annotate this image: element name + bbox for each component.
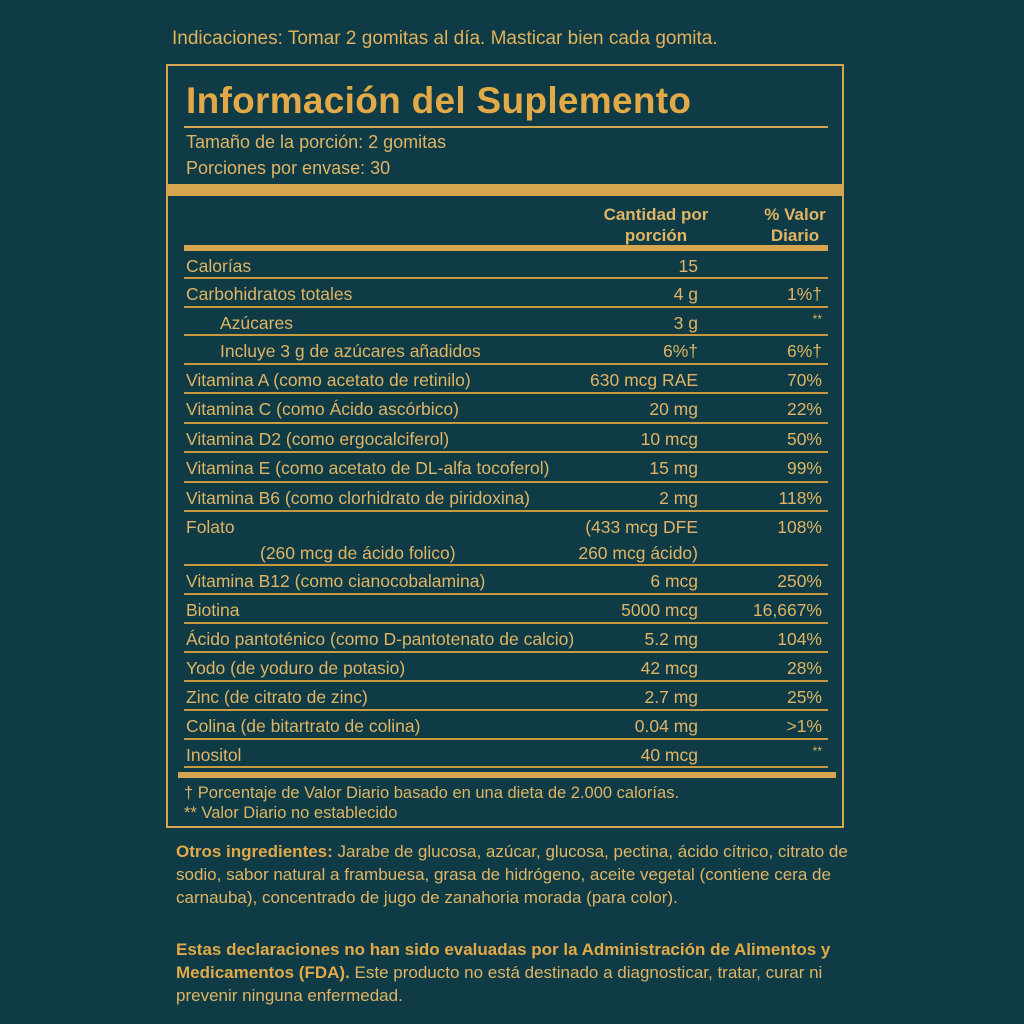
nutrient-name: Zinc (de citrato de zinc) <box>186 687 368 707</box>
nutrient-amount: 6 mcg <box>650 571 698 591</box>
other-ingredients <box>176 840 856 909</box>
nutrient-daily-value: ** <box>812 312 822 326</box>
nutrient-daily-value: >1% <box>786 716 822 736</box>
footnote-not-established: ** Valor Diario no establecido <box>184 804 398 822</box>
panel-title: Información del Suplemento <box>186 80 692 121</box>
nutrient-rows <box>184 251 828 768</box>
nutrient-name: Vitamina C (como Ácido ascórbico) <box>186 399 459 419</box>
nutrient-amount: 42 mcg <box>640 658 698 678</box>
nutrient-amount: 20 mg <box>649 399 698 419</box>
nutrient-row <box>184 424 828 453</box>
nutrient-row <box>184 682 828 711</box>
nutrient-amount: 0.04 mg <box>634 716 698 736</box>
dv-header-line2: Diario <box>770 226 820 245</box>
nutrient-amount-detail: 260 mcg ácido) <box>578 543 698 563</box>
thick-divider <box>168 184 842 196</box>
nutrient-name: Calorías <box>186 256 252 276</box>
other-ingredients-text: Jarabe de glucosa, azúcar, glucosa, pectina, ácido cítrico, citrato de sodio, sabor natural a frambuesa, grasa de hidrógeno, aceite vegetal (contiene cera de carnauba), concentrado de jugo de zanahoria morada (para color). <box>176 842 848 907</box>
other-ingredients-label: Otros ingredientes: <box>176 842 333 861</box>
disclaimer-bold: Estas declaraciones no han sido evaluadas por la Administración de Alimentos y Medicamentos (FDA). <box>176 940 831 982</box>
nutrient-name: Vitamina D2 (como ergocalciferol) <box>186 429 450 449</box>
nutrient-daily-value: 104% <box>777 629 822 649</box>
nutrient-amount: 5.2 mg <box>644 629 698 649</box>
nutrient-name: Vitamina A (como acetato de retinilo) <box>186 370 471 390</box>
nutrient-daily-value: 1%† <box>786 284 822 304</box>
nutrient-name-detail: (260 mcg de ácido folico) <box>260 543 456 563</box>
nutrient-name: Vitamina E (como acetato de DL-alfa tocoferol) <box>186 458 550 478</box>
nutrient-row <box>184 279 828 308</box>
serving-size: Tamaño de la porción: 2 gomitas <box>186 132 447 152</box>
nutrient-row <box>184 453 828 483</box>
nutrient-name: Incluye 3 g de azúcares añadidos <box>220 341 481 361</box>
nutrient-name: Ácido pantoténico (como D-pantotenato de calcio) <box>186 629 575 649</box>
nutrient-amount: 6%† <box>662 341 698 361</box>
amount-header-line1: Cantidad por <box>603 205 709 224</box>
title-divider <box>184 126 828 128</box>
nutrient-amount: 630 mcg RAE <box>590 370 698 390</box>
indications-text: Indicaciones: Tomar 2 gomitas al día. Masticar bien cada gomita. <box>172 28 718 49</box>
nutrient-daily-value: 118% <box>778 488 822 508</box>
nutrient-amount: 3 g <box>673 313 698 333</box>
nutrient-row <box>184 308 828 336</box>
nutrient-daily-value: ** <box>812 744 822 758</box>
nutrient-daily-value: 6%† <box>786 341 822 361</box>
nutrient-daily-value: 16,667% <box>752 600 822 620</box>
nutrient-amount: (433 mcg DFE <box>585 517 698 537</box>
dv-header-line1: % Valor <box>764 205 826 224</box>
nutrient-daily-value: 70% <box>786 370 822 390</box>
nutrient-row <box>184 394 828 424</box>
amount-header-line2: porción <box>624 226 688 245</box>
nutrient-name: Biotina <box>186 600 240 620</box>
nutrient-name: Vitamina B12 (como cianocobalamina) <box>186 571 486 591</box>
disclaimer-text: Este producto no está destinado a diagnosticar, tratar, curar ni prevenir ninguna enfermedad. <box>176 963 823 1005</box>
footnote-daily-value: † Porcentaje de Valor Diario basado en una dieta de 2.000 calorías. <box>184 784 680 802</box>
nutrient-name: Vitamina B6 (como clorhidrato de piridoxina) <box>186 488 531 508</box>
nutrient-amount: 10 mcg <box>640 429 698 449</box>
nutrient-row <box>184 595 828 624</box>
nutrient-amount: 40 mcg <box>640 745 698 765</box>
nutrient-row <box>184 711 828 740</box>
nutrient-daily-value: 99% <box>786 458 822 478</box>
supplement-facts-panel <box>166 64 844 828</box>
nutrient-amount: 4 g <box>673 284 698 304</box>
nutrient-name: Carbohidratos totales <box>186 284 353 304</box>
nutrient-amount: 15 mg <box>649 458 698 478</box>
nutrient-row <box>184 566 828 595</box>
nutrient-name: Colina (de bitartrato de colina) <box>186 716 421 736</box>
nutrient-amount: 2 mg <box>659 488 698 508</box>
nutrient-row <box>184 512 828 566</box>
bottom-divider <box>178 772 836 778</box>
nutrient-row <box>184 624 828 653</box>
nutrient-daily-value: 108% <box>777 517 822 537</box>
daily-value-header <box>752 204 838 246</box>
nutrient-daily-value: 50% <box>786 429 822 449</box>
amount-per-serving-header <box>586 204 726 246</box>
nutrient-row <box>184 336 828 365</box>
nutrient-name: Folato <box>186 517 235 537</box>
nutrient-name: Azúcares <box>220 313 293 333</box>
nutrient-amount: 2.7 mg <box>644 687 698 707</box>
nutrient-amount: 5000 mcg <box>621 600 698 620</box>
nutrient-row <box>184 740 828 768</box>
nutrient-name: Yodo (de yoduro de potasio) <box>186 658 406 678</box>
nutrient-daily-value: 28% <box>786 658 822 678</box>
nutrient-row <box>184 365 828 394</box>
nutrient-row <box>184 653 828 682</box>
nutrient-daily-value: 22% <box>786 399 822 419</box>
nutrient-row <box>184 251 828 279</box>
nutrient-name: Inositol <box>186 745 242 765</box>
servings-per-container: Porciones por envase: 30 <box>186 158 391 178</box>
nutrient-daily-value: 25% <box>786 687 822 707</box>
nutrient-amount: 15 <box>678 256 698 276</box>
fda-disclaimer <box>176 938 866 1007</box>
nutrient-row <box>184 483 828 512</box>
nutrient-daily-value: 250% <box>777 571 822 591</box>
